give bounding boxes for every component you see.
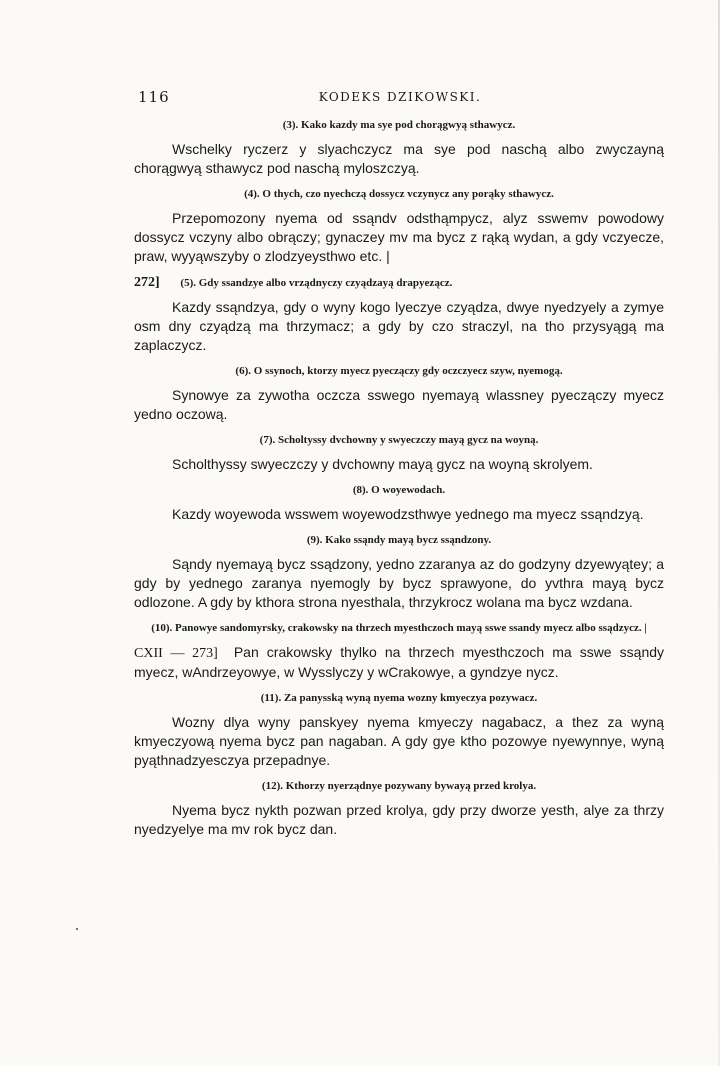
section-heading: (11). Za panysską wyną nyema wozny kmyeczya pozywacz. (260, 692, 538, 704)
section-text: Synowye za zywotha oczcza sswego nyemayą wlassney pyeczączy myecz yedno oczową. (134, 387, 664, 422)
section-heading: (12). Kthorzy nyerządnye pozywany bywayą przed krolya. (261, 780, 537, 792)
section-heading: (8). O woyewodach. (352, 484, 446, 496)
running-title: KODEKS DZIKOWSKI. (318, 90, 482, 104)
section-text: Wschelky ryczerz y slyachczycz ma sye pod naschą albo zwyczayną chorągwyą sthawycz pod naschą myloszczyą. (134, 141, 664, 176)
margin-reference: 272] (134, 275, 160, 290)
text-body (134, 118, 664, 839)
section-heading-with-margin (134, 275, 664, 291)
page-number: 116 (138, 88, 170, 106)
section-text: Pan crakowsky thylko na thrzech myesthczoch ma sswe ssąndy myecz, wAndrzeyowye, w Wysslyczy y wCrakowye, a gyndzye nycz. (134, 644, 665, 680)
running-head (0, 88, 720, 108)
section-text: Kazdy woyewoda wsswem woyewodzsthwye yednego ma myecz ssąndzyą. (172, 506, 644, 522)
section-text: Sąndy nyemayą bycz ssądzony, yedno zzaranya az do godzyny dzyewyątey; a gdy by yednego zaranya nyemogly by bycz sprawyone, do yvthra mayą bycz odlozone. A gdy by kthora strona nyesthala, thrzykrocz wolana ma bycz wzdana. (134, 556, 664, 610)
section-text: Wozny dlya wyny panskyey nyema kmyeczy nagabacz, a thez za wyną kmyeczyową nyema bycz pan nagaban. A gdy gye ktho pozowye nyewynnye, wyną pyąthnadzyesczya przepadnye. (134, 714, 664, 768)
section-heading: (6). O ssynoch, ktorzy myecz pyeczączy gdy oczczyecz szyw, nyemogą. (235, 365, 563, 377)
section-heading: (9). Kako ssąndy mayą bycz ssąndzony. (306, 534, 492, 546)
section-heading: (5). Gdy ssandzye albo vrządnyczy czyądzayą drapyezącz. (180, 277, 453, 289)
section-text: Scholthyssy swyeczczy y dvchowny mayą gycz na woyną skrolyem. (172, 456, 593, 472)
section-heading: (7). Scholtyssy dvchowny y swyeczczy mayą gycz na woyną. (259, 434, 539, 446)
section-heading: (4). O thych, czo nyechczą dossycz vczynycz any porąky sthawycz. (244, 188, 554, 200)
section-text-with-margin (134, 643, 664, 682)
section-text: Przepomozony nyema od ssąndv odsthąmpycz, alyz sswemv powodowy dossycz vczyny albo obrączy; gynaczey mv ma bycz z rąką wydan, a gdy vczyecze, praw, wyyąwszyby o zlodzyeysthwo etc. | (134, 210, 664, 264)
section-text: Nyema bycz nykth pozwan przed krolya, gdy przy dworze yesth, alye za thrzy nyedzyelye ma mv rok bycz dan. (134, 802, 664, 837)
section-heading: (3). Kako kazdy ma sye pod chorągwyą sthawycz. (282, 119, 516, 131)
section-text: Kazdy ssąndzya, gdy o wyny kogo lyeczye czyądza, dwye nyedzyely a zymye osm dny czyądzą ma thrzymacz; a gdy by czo straczyl, na tho przysyągą ma zaplaczycz. (134, 299, 664, 353)
speck (76, 928, 78, 930)
margin-reference: CXII — 273] (134, 646, 218, 661)
section-heading: (10). Panowye sandomyrsky, crakowsky na thrzech myesthczoch mayą sswe ssandy myecz albo ssądzycz. | (151, 622, 647, 634)
